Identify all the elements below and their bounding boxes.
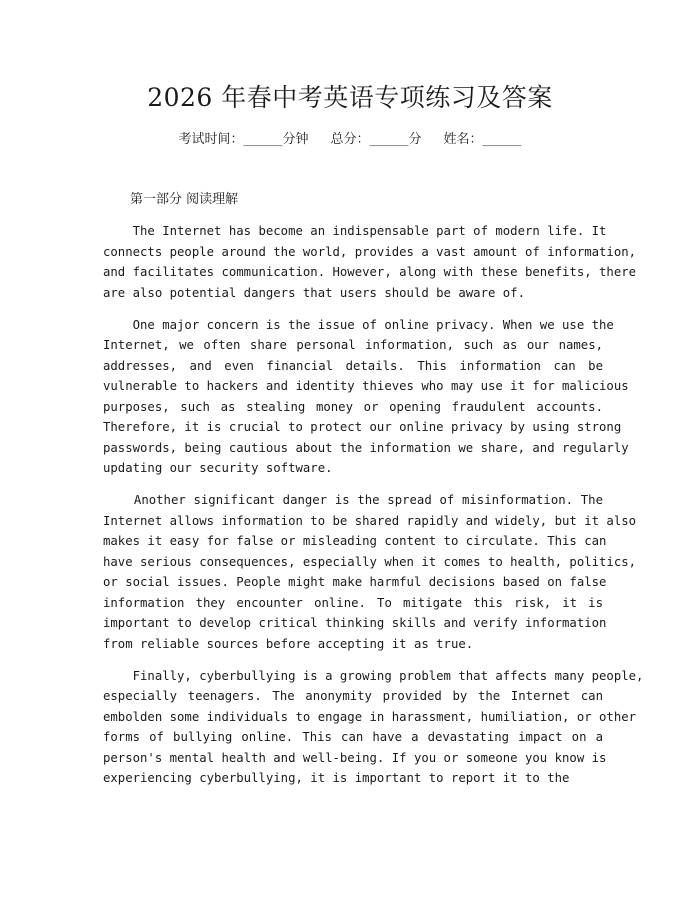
paragraph-line: Internet, we often share personal information, such as our names, xyxy=(103,338,603,352)
paragraph-line: addresses, and even financial details. This information can be xyxy=(103,358,603,373)
section-heading: 第一部分 阅读理解 xyxy=(130,192,239,207)
exam-time-field: 考试时间：______分钟 xyxy=(178,132,309,147)
reading-passage xyxy=(103,221,644,800)
page-title: 2026 年春中考英语专项练习及答案 xyxy=(147,83,553,112)
paragraph-line: person's mental health and well-being. If you or someone you know is xyxy=(103,750,607,765)
passage-paragraph xyxy=(103,666,644,789)
paragraph-line: Internet allows information to be shared rapidly and widely, but it also xyxy=(103,513,637,528)
paragraph-line: experiencing cyberbullying, it is important to report it to the xyxy=(103,771,570,785)
paragraph-line: updating our security software. xyxy=(103,461,333,475)
name-field: 姓名：______ xyxy=(443,132,522,147)
paragraph-line: are also potential dangers that users should be aware of. xyxy=(103,285,525,300)
paragraph-line: from reliable sources before accepting it as true. xyxy=(103,636,474,651)
paragraph-line: important to develop critical thinking skills and verify information xyxy=(103,616,607,630)
paragraph-line: or social issues. People might make harmful decisions based on false xyxy=(103,575,607,589)
passage-paragraph xyxy=(103,315,629,479)
paragraph-line: especially teenagers. The anonymity provided by the Internet can xyxy=(103,689,603,703)
paragraph-line: Another significant danger is the spread of misinformation. The xyxy=(103,493,603,507)
paragraph-line: passwords, being cautious about the information we share, and regularly xyxy=(103,440,629,455)
paragraph-line: embolden some individuals to engage in harassment, humiliation, or other xyxy=(103,709,637,724)
paragraph-line: connects people around the world, provides a vast amount of information, xyxy=(103,244,637,259)
paragraph-line: information they encounter online. To mitigate this risk, it is xyxy=(103,595,603,610)
paragraph-line: and facilitates communication. However, along with these benefits, there xyxy=(103,265,637,279)
paragraph-line: have serious consequences, especially when it comes to health, politics, xyxy=(103,554,637,569)
passage-paragraph xyxy=(103,221,637,303)
paragraph-line: Therefore, it is crucial to protect our online privacy by using strong xyxy=(103,420,622,434)
paragraph-line: The Internet has become an indispensable part of modern life. It xyxy=(103,224,607,238)
passage-paragraph xyxy=(103,490,637,654)
paragraph-line: forms of bullying online. This can have a devastating impact on a xyxy=(103,730,603,744)
paragraph-line: vulnerable to hackers and identity thieves who may use it for malicious xyxy=(103,379,629,393)
paragraph-line: makes it easy for false or misleading content to circulate. This can xyxy=(103,534,607,548)
paragraph-line: One major concern is the issue of online privacy. When we use the xyxy=(103,317,614,332)
paragraph-line: Finally, cyberbullying is a growing problem that affects many people, xyxy=(103,668,644,683)
paragraph-line: purposes, such as stealing money or opening fraudulent accounts. xyxy=(103,399,603,414)
total-score-field: 总分：______分 xyxy=(330,132,422,147)
exam-info-line xyxy=(0,130,700,150)
